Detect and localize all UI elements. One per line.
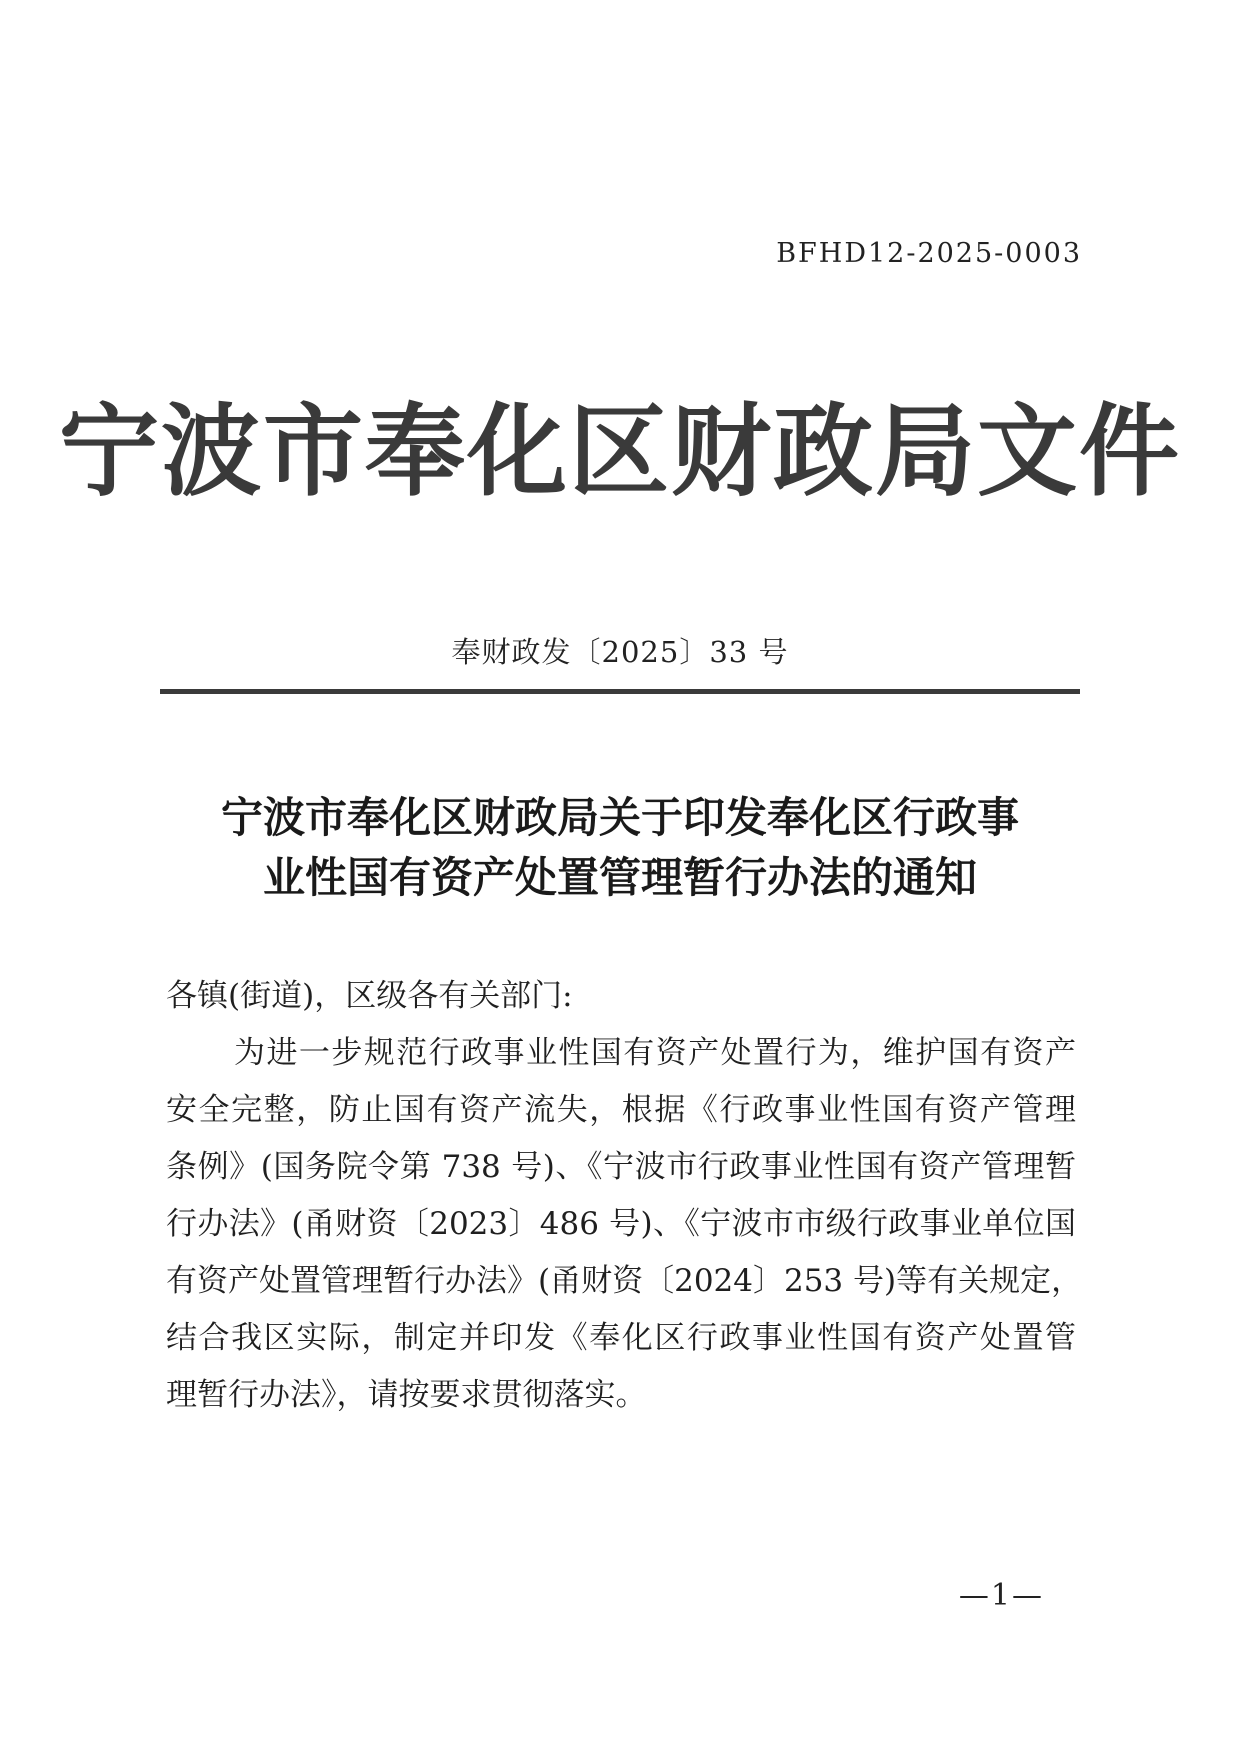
organization-title: 宁波市奉化区财政局文件 [59,393,1181,510]
notice-body [166,968,1083,1424]
notice-title-line: 宁波市奉化区财政局关于印发奉化区行政事 [220,793,1019,842]
body-line: 条例》(国务院令第 738 号)、《宁波市行政事业性国有资产管理暂 [166,1149,1076,1185]
body-line: 安全完整，防止国有资产流失，根据《行政事业性国有资产管理 [166,1092,1076,1128]
notice-title [160,788,1080,908]
body-line: 有资产处置管理暂行办法》(甬财资〔2024〕253 号)等有关规定， [166,1263,1083,1299]
salutation: 各镇(街道)，区级各有关部门: [166,978,573,1014]
body-line: 结合我区实际，制定并印发《奉化区行政事业性国有资产处置管 [166,1320,1076,1356]
document-code: BFHD12-2025-0003 [776,238,1082,269]
page-number: —1— [958,1578,1044,1613]
notice-title-line: 业性国有资产处置管理暂行办法的通知 [262,853,977,902]
document-number: 奉财政发〔2025〕33 号 [451,635,789,669]
body-line: 为进一步规范行政事业性国有资产处置行为，维护国有资产 [234,1035,1076,1071]
header-divider [160,689,1080,694]
body-line: 理暂行办法》，请按要求贯彻落实。 [166,1377,647,1413]
body-line: 行办法》(甬财资〔2023〕486 号)、《宁波市市级行政事业单位国 [166,1206,1076,1242]
